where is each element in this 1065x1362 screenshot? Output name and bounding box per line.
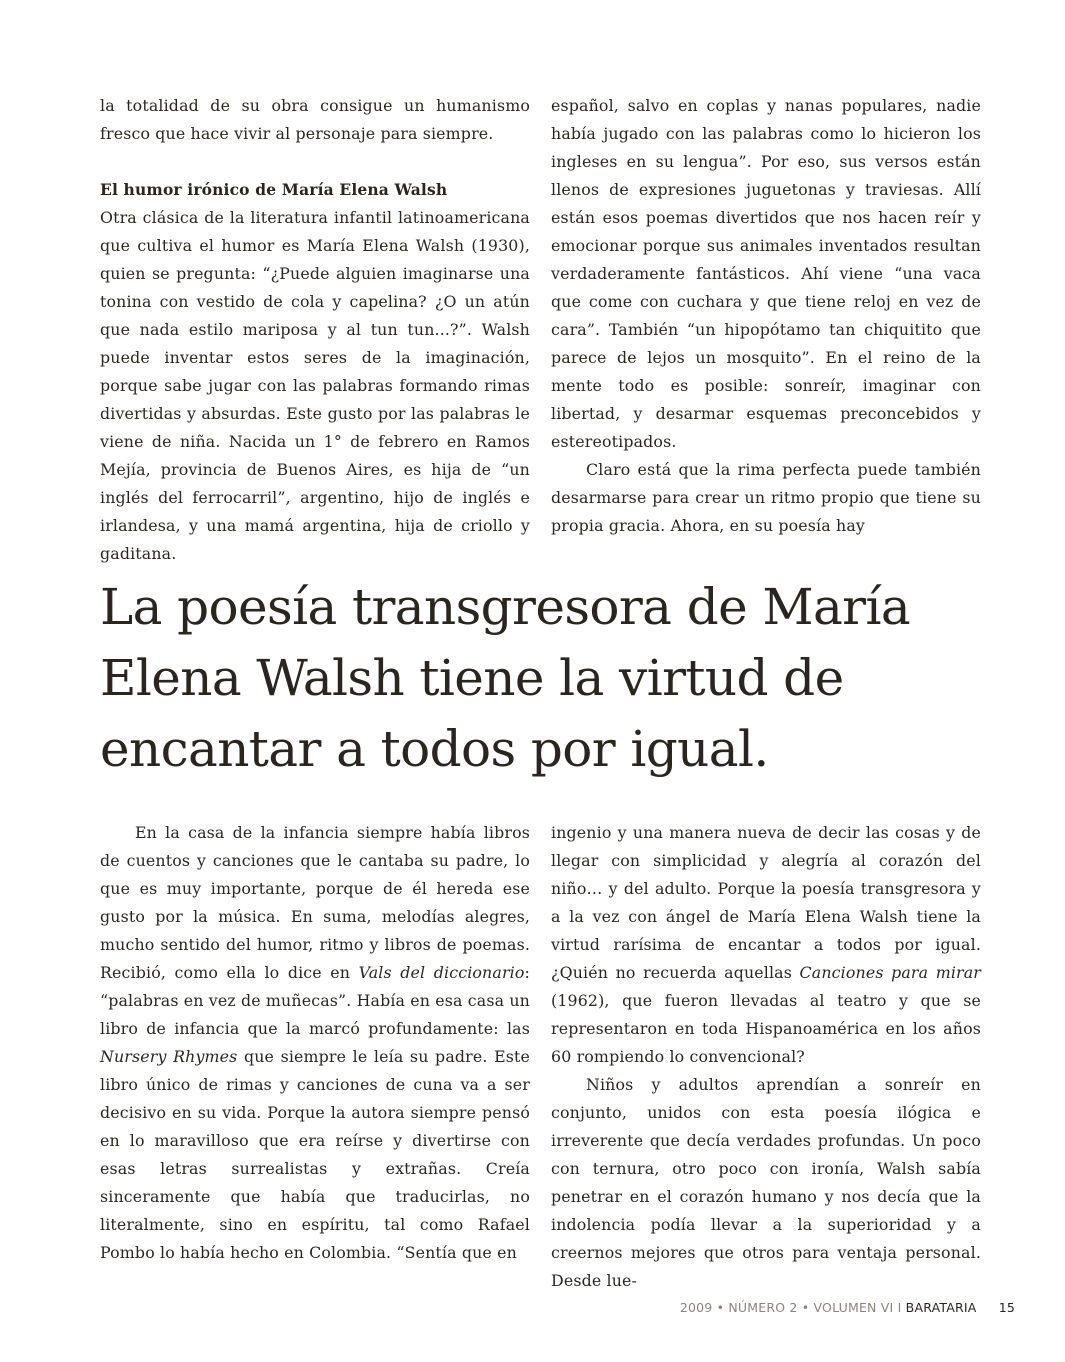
page-number: 15 (998, 1300, 1015, 1315)
text-run: ingenio y una manera nueva de decir las cosas y de llegar con simplicidad y alegría al corazón del niño… y del adulto. Porque la poesía transgresora y a la vez con ángel de María Elena Walsh tiene la virtud rarísima de encantar a todos por igual. ¿Quién no recuerda aquellas (551, 823, 981, 982)
paragraph: Otra clásica de la literatura infantil latinoamericana que cultiva el humor es María Elena Walsh (1930), quien se pregunta: “¿Puede alguien imaginarse una tonina con vestido de cola y capelina? ¿O un atún que nada estilo mariposa y al tun tun...?”. Walsh puede inventar estos seres de la imaginación, porque sabe jugar con las palabras formando rimas divertidas y absurdas. Este gusto por las palabras le viene de niña. Nacida un 1° de febrero en Ramos Mejía, provincia de Buenos Aires, es hija de “un inglés del ferrocarril”, argentino, hijo de inglés e irlandesa, y una mamá argentina, hija de criollo y gaditana. (100, 208, 530, 563)
paragraph: Niños y adultos aprendían a sonreír en conjunto, unidos con esta poesía ilógica e irreverente que decía verdades profundas. Un poco con ternura, otro poco con ironía, Walsh sabía penetrar en el corazón humano y nos decía que la indolencia podía llevar a la superioridad y a creernos mejores que otros para ventaja personal. Desde lue- (551, 1075, 981, 1290)
column-top-left (100, 92, 530, 568)
pull-quote: La poesía transgresora de María Elena Walsh tiene la virtud de encantar a todos por igual. (100, 578, 911, 778)
book-title: Vals del diccionario (358, 963, 525, 982)
text-run: En la casa de la infancia siempre había libros de cuentos y canciones que le cantaba su padre, lo que es muy importante, porque de él hereda ese gusto por la música. En suma, melodías alegres, mucho sentido del humor, ritmo y libros de poemas. Recibió, como ella lo dice en (100, 823, 530, 982)
publication-name: BARATARIA (905, 1300, 977, 1315)
paragraph (551, 819, 981, 1071)
text-run: (1962), que fueron llevadas al teatro y que se representaron en toda Hispanoamérica en los años 60 rompiendo lo convencional? (551, 991, 981, 1066)
paragraph: español, salvo en coplas y nanas populares, nadie había jugado con las palabras como lo hicieron los ingleses en su lengua”. Por eso, sus versos están llenos de expresiones juguetonas y traviesas. Allí están esos poemas divertidos que nos hacen reír y emocionar porque sus animales inventados resultan verdaderamente fantásticos. Ahí viene “una vaca que come con cuchara y que tiene reloj en vez de cara”. También “un hipopótamo tan chiquitito que parece de lejos un mosquito”. En el reino de la mente todo es posible: sonreír, imaginar con libertad, y desarmar esquemas preconcebidos y estereotipados. (551, 96, 981, 451)
page-footer (680, 1300, 1015, 1315)
paragraph-spacer (100, 148, 530, 176)
column-bottom-right (551, 819, 981, 1295)
column-top-right (551, 92, 981, 540)
issue-info: 2009 • NÚMERO 2 • VOLUMEN VI (679, 1300, 894, 1315)
book-title: Nursery Rhymes (100, 1047, 238, 1066)
text-run: : “palabras en vez de muñecas”. Había en esa casa un libro de infancia que la marcó profundamente: las (100, 963, 530, 1038)
book-title: Canciones para mirar (799, 963, 981, 982)
footer-separator: I (897, 1300, 902, 1315)
column-bottom-left (100, 819, 530, 1267)
paragraph (100, 819, 530, 1267)
paragraph: la totalidad de su obra consigue un humanismo fresco que hace vivir al personaje para siempre. (100, 96, 530, 143)
paragraph: Claro está que la rima perfecta puede también desarmarse para crear un ritmo propio que tiene su propia gracia. Ahora, en su poesía hay (551, 460, 981, 535)
text-run: que siempre le leía su padre. Este libro único de rimas y canciones de cuna va a ser decisivo en su vida. Porque la autora siempre pensó en lo maravilloso que era reírse y divertirse con esas letras surrealistas y extrañas. Creía sinceramente que había que traducirlas, no literalmente, sino en espíritu, tal como Rafael Pombo lo había hecho en Colombia. “Sentía que en (100, 1047, 531, 1262)
section-heading: El humor irónico de María Elena Walsh (100, 180, 448, 199)
